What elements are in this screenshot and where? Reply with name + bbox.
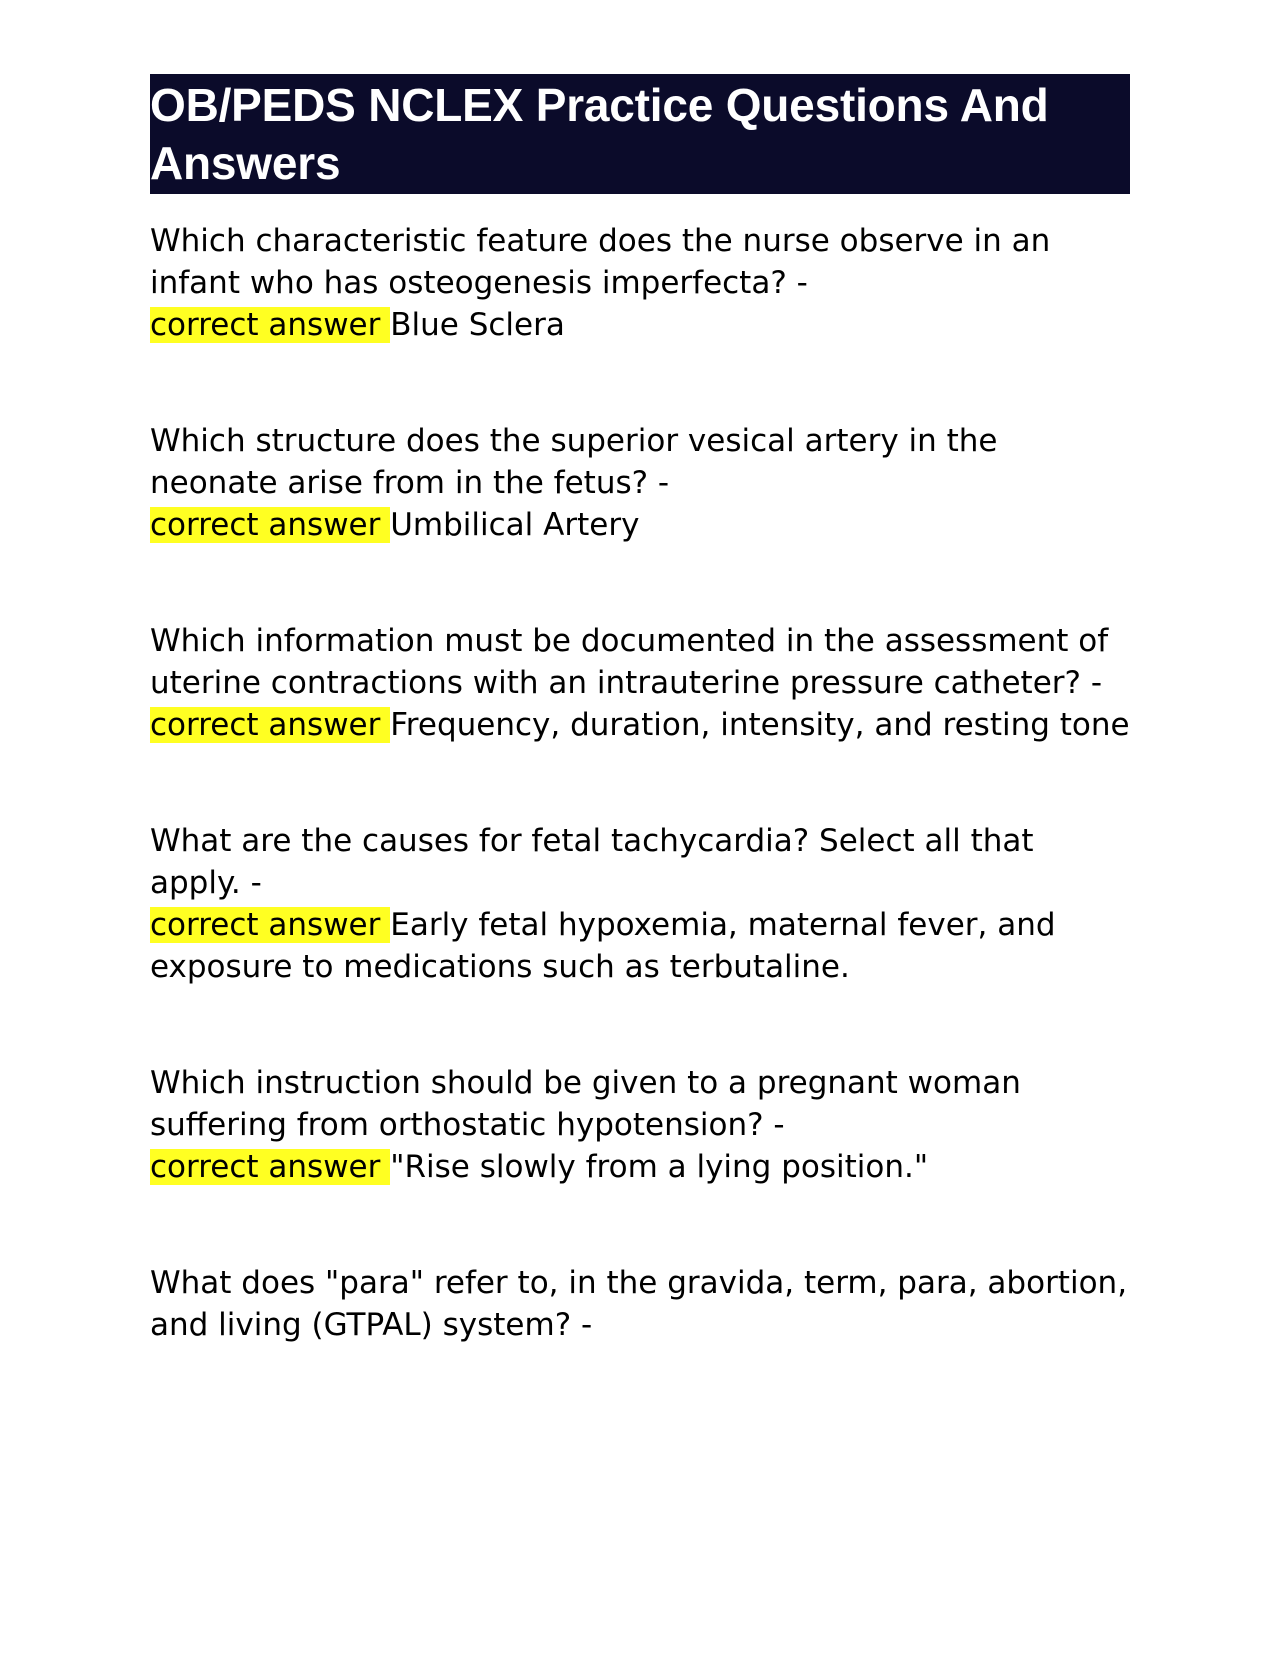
answer-line [150, 904, 1130, 988]
qa-list [150, 220, 1130, 1346]
qa-item [150, 1262, 1130, 1346]
qa-item [150, 820, 1130, 988]
qa-item [150, 420, 1130, 546]
answer-line [150, 304, 1130, 346]
answer-text: Early fetal hypoxemia, maternal fever, and exposure to medications such as terbutaline. [150, 907, 1056, 985]
answer-line [150, 504, 1130, 546]
qa-item [150, 220, 1130, 346]
question-text: Which characteristic feature does the nurse observe in an infant who has osteogenesis imperfecta? - [150, 223, 1051, 301]
answer-text: Frequency, duration, intensity, and resting tone [390, 707, 1130, 743]
question-text: Which information must be documented in the assessment of uterine contractions with an intrauterine pressure catheter? - [150, 623, 1109, 701]
question-text: What does "para" refer to, in the gravida, term, para, abortion, and living (GTPAL) system? - [150, 1265, 1128, 1343]
question-text: Which structure does the superior vesical artery in the neonate arise from in the fetus? - [150, 423, 998, 501]
answer-highlight-label: correct answer [150, 1149, 391, 1185]
answer-highlight-label: correct answer [150, 507, 391, 543]
answer-highlight-label: correct answer [150, 307, 391, 343]
answer-text: Blue Sclera [390, 307, 565, 343]
answer-highlight-label: correct answer [150, 707, 391, 743]
qa-item [150, 620, 1130, 746]
document-title: OB/PEDS NCLEX Practice Questions And Answers [150, 74, 1130, 194]
question-text: Which instruction should be given to a pregnant woman suffering from orthostatic hypotension? - [150, 1065, 1021, 1143]
qa-item [150, 1062, 1130, 1188]
question-text: What are the causes for fetal tachycardia? Select all that apply. - [150, 823, 1034, 901]
answer-line [150, 1146, 1130, 1188]
answer-highlight-label: correct answer [150, 907, 391, 943]
answer-line [150, 704, 1130, 746]
answer-text: Umbilical Artery [390, 507, 640, 543]
document-page [150, 74, 1130, 1420]
answer-text: "Rise slowly from a lying position." [390, 1149, 929, 1185]
